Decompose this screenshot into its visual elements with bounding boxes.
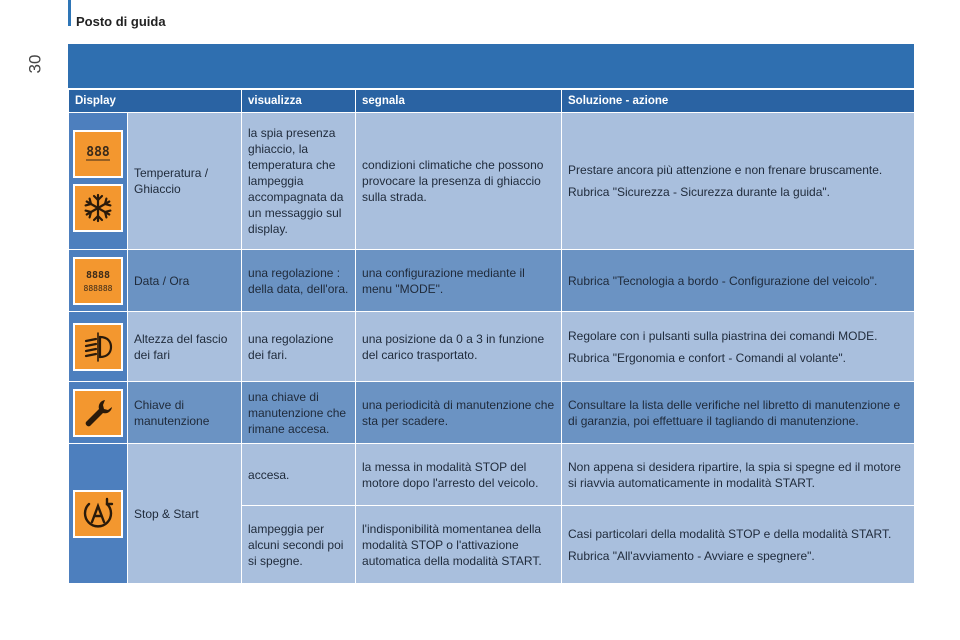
date-time-display-icon — [73, 257, 123, 305]
visualizza-cell: una chiave di manutenzione che rimane accesa. — [242, 382, 356, 444]
visualizza-cell: lampeggia per alcuni secondi poi si spegne. — [242, 506, 356, 584]
wrench-icon — [73, 389, 123, 437]
section-marker-bar — [68, 0, 71, 26]
table-row — [69, 312, 915, 382]
soluzione-cell — [562, 312, 915, 382]
segnala-cell: una posizione da 0 a 3 in funzione del carico trasportato. — [356, 312, 562, 382]
soluzione-cell — [562, 113, 915, 250]
stop-start-icon — [73, 490, 123, 538]
section-title: Posto di guida — [76, 14, 166, 29]
soluzione-cell — [562, 250, 915, 312]
frost-display-icon — [73, 130, 123, 178]
display-cell: Data / Ora — [128, 250, 242, 312]
col-header-visualizza: visualizza — [242, 90, 356, 113]
svg-text:8888: 8888 — [85, 269, 111, 281]
soluzione-cell — [562, 382, 915, 444]
icon-cell — [69, 444, 128, 584]
table-row — [69, 113, 915, 250]
table-row — [69, 382, 915, 444]
visualizza-cell: una regolazione dei fari. — [242, 312, 356, 382]
segnala-cell: l'indisponibilità momentanea della modalità STOP o l'attivazione automatica della modalità START. — [356, 506, 562, 584]
col-header-soluzione: Soluzione - azione — [562, 90, 915, 113]
table-row — [69, 250, 915, 312]
icon-cell — [69, 113, 128, 250]
display-cell: Stop & Start — [128, 444, 242, 584]
soluzione-line: Non appena si desidera ripartire, la spia si spegne ed il motore si riavvia automaticamente in modalità START. — [568, 459, 901, 490]
table-top-band — [68, 44, 914, 88]
visualizza-cell: una regolazione : della data, dell'ora. — [242, 250, 356, 312]
icon-cell — [69, 312, 128, 382]
snowflake-icon — [73, 184, 123, 232]
soluzione-line: Regolare con i pulsanti sulla piastrina dei comandi MODE. — [568, 328, 878, 343]
col-header-segnala: segnala — [356, 90, 562, 113]
table-row — [69, 444, 915, 506]
warning-lights-table — [68, 89, 915, 584]
visualizza-cell: la spia presenza ghiaccio, la temperatura che lampeggia accompagnata da un messaggio sul display. — [242, 113, 356, 250]
soluzione-line: Prestare ancora più attenzione e non frenare bruscamente. — [568, 163, 883, 177]
page-number: 30 — [25, 54, 45, 74]
soluzione-cell — [562, 506, 915, 584]
soluzione-line: Casi particolari della modalità STOP e della modalità START. — [568, 526, 892, 541]
soluzione-cell — [562, 444, 915, 506]
display-cell: Altezza del fascio dei fari — [128, 312, 242, 382]
col-header-display: Display — [69, 90, 242, 113]
segnala-cell: la messa in modalità STOP del motore dopo l'arresto del veicolo. — [356, 444, 562, 506]
soluzione-line: Rubrica "Ergonomia e confort - Comandi al volante". — [568, 350, 847, 365]
soluzione-line: Consultare la lista delle verifiche nel libretto di manutenzione e di garanzia, poi effettuare il tagliando di manutenzione. — [568, 397, 901, 428]
svg-text:888888: 888888 — [83, 283, 113, 293]
segnala-cell: una configurazione mediante il menu "MODE". — [356, 250, 562, 312]
icon-cell — [69, 250, 128, 312]
display-cell: Chiave di manutenzione — [128, 382, 242, 444]
display-cell: Temperatura / Ghiaccio — [128, 113, 242, 250]
visualizza-cell: accesa. — [242, 444, 356, 506]
table-header-row — [69, 90, 915, 113]
segnala-cell: condizioni climatiche che possono provocare la presenza di ghiaccio sulla strada. — [356, 113, 562, 250]
soluzione-line: Rubrica "Tecnologia a bordo - Configurazione del veicolo". — [568, 273, 878, 288]
segnala-cell: una periodicità di manutenzione che sta per scadere. — [356, 382, 562, 444]
soluzione-line: Rubrica "All'avviamento - Avviare e spegnere". — [568, 548, 815, 563]
headlamp-height-icon — [73, 323, 123, 371]
soluzione-line: Rubrica "Sicurezza - Sicurezza durante la guida". — [568, 185, 830, 199]
svg-text:888: 888 — [86, 145, 110, 160]
icon-cell — [69, 382, 128, 444]
